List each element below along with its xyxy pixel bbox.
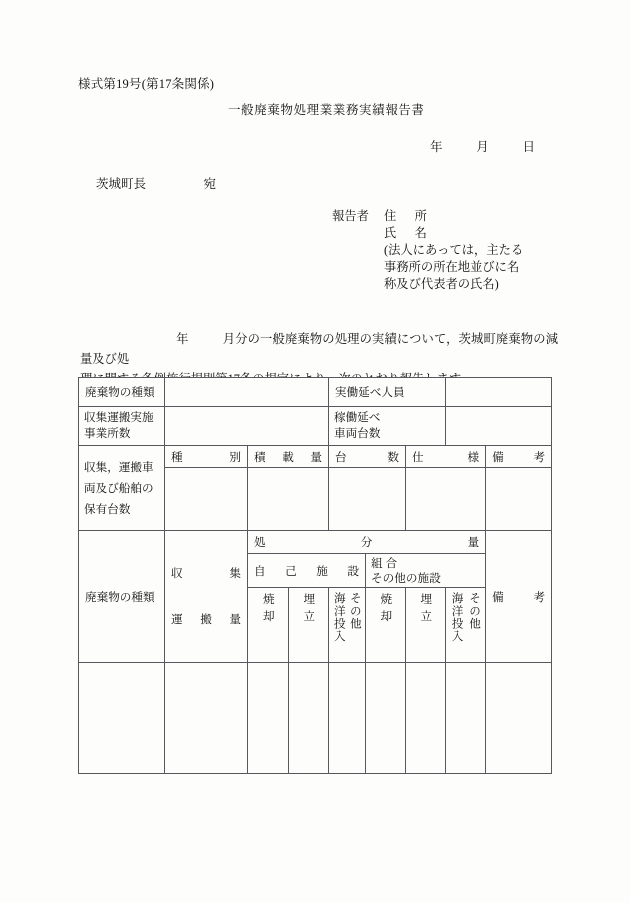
label-collection-transport: 収 集 運 搬 量 [171, 566, 241, 626]
cell-label-operating-vehicles [329, 407, 446, 446]
form-number: 様式第19号(第17条関係) [78, 77, 215, 91]
label-disposal-waste-type: 廃棄物の種類 [85, 590, 155, 604]
label-union-other: その他 [468, 592, 482, 630]
cell-data-union-incineration[interactable] [366, 663, 406, 774]
body-year-label: 年 [176, 332, 189, 346]
cell-value-actual-personnel[interactable] [446, 378, 552, 407]
date-line [430, 137, 535, 155]
cell-value-load-capacity[interactable] [248, 468, 329, 531]
cell-header-own-incineration: 焼却 [248, 588, 289, 663]
table-row-offices [79, 407, 552, 446]
cell-data-union-landfill[interactable] [406, 663, 446, 774]
table-row-disposal-data [79, 663, 552, 774]
cell-value-waste-type[interactable] [165, 378, 329, 407]
cell-header-union-incineration: 焼却 [366, 588, 406, 663]
cell-label-collection-transport [165, 531, 248, 663]
label-union-ocean-dumping: 海洋投入 [450, 592, 464, 643]
cell-value-vehicle-remarks[interactable] [486, 468, 552, 531]
cell-header-union-landfill: 埋立 [406, 588, 446, 663]
cell-label-vehicle-holdings [79, 446, 165, 531]
date-day-label: 日 [522, 140, 535, 154]
body-text-line-1: 月分の一般廃棄物の処理の実績について，茨城町廃棄物の減量及び処 [80, 332, 558, 366]
cell-data-waste-type[interactable] [79, 663, 165, 774]
cell-data-union-ocean-other[interactable] [446, 663, 486, 774]
cell-header-disposal-remarks: 備 考 [486, 531, 552, 663]
label-actual-personnel: 実働延べ人員 [335, 386, 405, 399]
cell-data-own-incineration[interactable] [248, 663, 289, 774]
cell-data-own-landfill[interactable] [289, 663, 329, 774]
date-month-label: 月 [476, 140, 489, 154]
reporter-block [332, 208, 523, 293]
reporter-note-line-1: (法人にあっては，主たる [384, 243, 524, 257]
reporter-address-label: 住 所 [384, 209, 430, 223]
cell-header-union-ocean-other [446, 588, 486, 663]
report-table [78, 377, 552, 774]
cell-header-own-facility: 自 己 施 設 [248, 554, 366, 588]
cell-data-remarks[interactable] [486, 663, 552, 774]
label-operating-vehicles: 稼働延べ 車両台数 [334, 411, 381, 440]
cell-header-load-capacity: 積 載 量 [248, 446, 329, 468]
cell-value-operating-vehicles[interactable] [446, 407, 552, 446]
cell-value-vehicle-count[interactable] [329, 468, 406, 531]
cell-header-spec: 仕 様 [406, 446, 486, 468]
addressee [96, 174, 216, 192]
table-row-disposal-amount-header [79, 531, 552, 554]
reporter-label: 報告者 [332, 209, 369, 223]
cell-header-own-ocean-other [329, 588, 366, 663]
reporter-name-label: 氏 名 [384, 226, 430, 240]
cell-label-offices [79, 407, 165, 446]
cell-data-own-ocean-other[interactable] [329, 663, 366, 774]
cell-value-spec[interactable] [406, 468, 486, 531]
label-own-ocean-dumping: 海洋投入 [332, 592, 346, 643]
cell-label-actual-personnel [329, 378, 446, 407]
label-waste-type: 廃棄物の種類 [85, 386, 155, 399]
label-own-other: その他 [348, 592, 362, 630]
cell-header-vehicle-kind: 種 別 [165, 446, 248, 468]
reporter-address-row [332, 208, 523, 225]
cell-value-offices[interactable] [165, 407, 329, 446]
cell-data-collection-transport[interactable] [165, 663, 248, 774]
date-year-label: 年 [430, 140, 443, 154]
cell-header-disposal-amount: 処 分 量 [248, 531, 486, 554]
reporter-label-spacer [332, 225, 384, 242]
cell-header-vehicle-remarks: 備 考 [486, 446, 552, 468]
document-title: 一般廃棄物処理業業務実績報告書 [228, 103, 425, 117]
table-row-waste-type [79, 378, 552, 407]
cell-header-own-landfill: 埋立 [289, 588, 329, 663]
cell-header-vehicle-count: 台 数 [329, 446, 406, 468]
cell-label-waste-type [79, 378, 165, 407]
reporter-note-line-2: 事務所の所在地並びに名 [384, 260, 520, 274]
addressee-office: 茨城町長 [96, 177, 147, 191]
cell-value-vehicle-kind[interactable] [165, 468, 248, 531]
table-row-vehicle-headers [79, 446, 552, 468]
reporter-name-row [332, 225, 523, 242]
cell-label-disposal-waste-type [79, 531, 165, 663]
cell-header-union-facility: 組 合 その他の施設 [366, 554, 486, 588]
label-offices: 収集運搬実施 事業所数 [84, 411, 154, 440]
label-vehicle-holdings: 収集，運搬車 両及び船舶の 保有台数 [84, 460, 154, 516]
reporter-note-line-3: 称及び代表者の氏名) [384, 277, 499, 291]
addressee-honorific: 宛 [203, 177, 216, 191]
